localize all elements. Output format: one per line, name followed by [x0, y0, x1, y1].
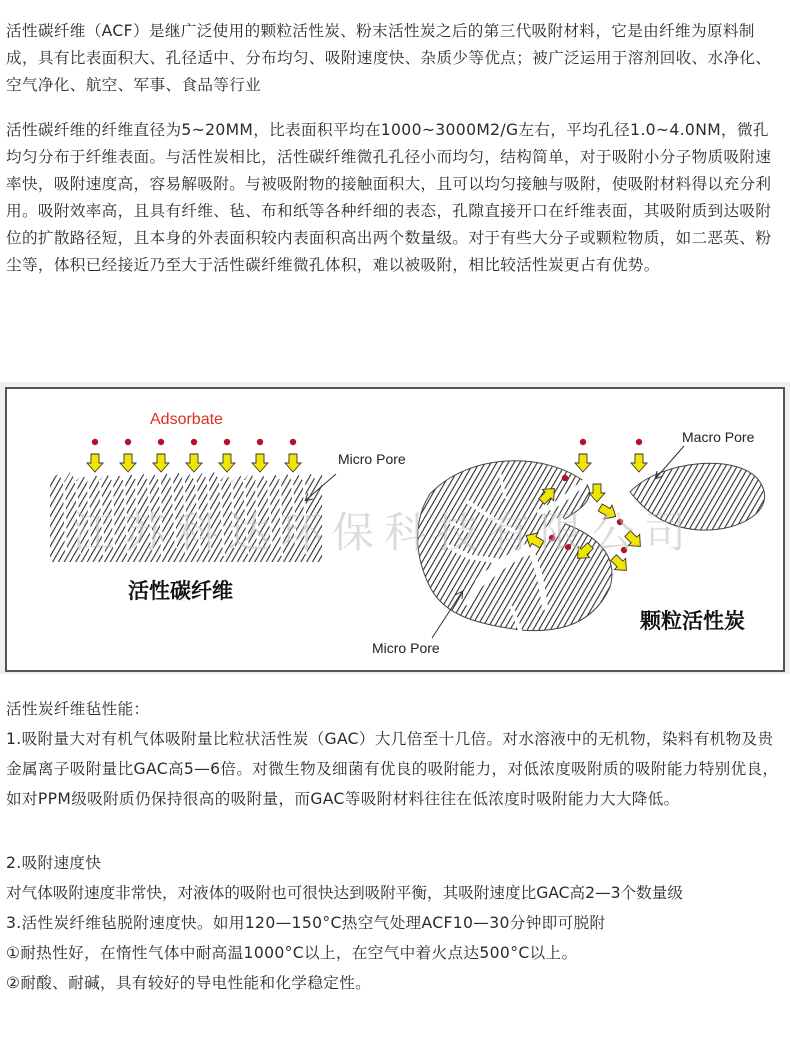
felt-item-2-body: 对气体吸附速度非常快，对液体的吸附也可很快达到吸附平衡，其吸附速度比GAC高2—3个数量级 — [6, 884, 683, 902]
felt-note-2: ②耐酸、耐碱，具有较好的导电性能和化学稳定性。 — [6, 974, 372, 992]
adsorbate-dot — [191, 439, 197, 445]
adsorption-diagram — [0, 382, 790, 674]
adsorbate-dot — [562, 475, 568, 481]
adsorbate-dot — [580, 439, 586, 445]
adsorbate-dot — [125, 439, 131, 445]
adsorbate-dot — [636, 439, 642, 445]
adsorbate-dot — [224, 439, 230, 445]
adsorption-figure — [0, 382, 790, 674]
felt-item-1: 1.吸附量大对有机气体吸附量比粒状活性炭（GAC）大几倍至十几倍。对水溶液中的无机物，染料有机物及贵金属离子吸附量比GAC高5—6倍。对微生物及细菌有优良的吸附能力，对低浓度吸附质的吸附能力特别优良，如对PPM级吸附质仍保持很高的吸附量，而GAC等吸附材料往往在低浓度时吸附能力大大降低。 — [6, 730, 779, 808]
micro-pore-label-bottom: Micro Pore — [372, 640, 440, 656]
adsorbate-dot — [257, 439, 263, 445]
adsorbate-label: Adsorbate — [150, 411, 223, 428]
felt-title-block — [6, 694, 784, 724]
macro-pore-label: Macro Pore — [682, 429, 755, 445]
intro-paragraph-2: 活性碳纤维的纤维直径为5~20MM，比表面积平均在1000~3000M2/G左右，平均孔径1.0~4.0NM，微孔均匀分布于纤维表面。与活性炭相比，活性碳纤维微孔孔径小而均匀，结构简单，对于吸附小分子物质吸附速率快，吸附速度高，容易解吸附。与被吸附物的接触面积大，且可以均匀接触与吸附，使吸附材料得以充分利用。吸附效率高，且具有纤维、毡、布和纸等各种纤细的表态，孔隙直接开口在纤维表面，其吸附质到达吸附位的扩散路径短，且本身的外表面积较内表面积高出两个数量级。对于有些大分子或颗粒物质，如二恶英、粉尘等，体积已经接近乃至大于活性碳纤维微孔体积，难以被吸附，相比较活性炭更占有优势。 — [6, 121, 772, 274]
felt-list-block — [6, 848, 784, 998]
adsorbate-dot — [158, 439, 164, 445]
watermark-text: 江苏科达环保科技有限公司 — [72, 508, 697, 557]
acf-caption: 活性碳纤维 — [128, 578, 233, 603]
felt-item-3: 3.活性炭纤维毡脱附速度快。如用120—150°C热空气处理ACF10—30分钟即可脱附 — [6, 914, 606, 932]
felt-note-1: ①耐热性好，在惰性气体中耐高温1000°C以上，在空气中着火点达500°C以上。 — [6, 944, 578, 962]
micro-pore-label-top: Micro Pore — [338, 451, 406, 467]
felt-item-2-title: 2.吸附速度快 — [6, 854, 102, 872]
adsorbate-dot — [290, 439, 296, 445]
adsorbate-dot — [92, 439, 98, 445]
intro-paragraph-1: 活性碳纤维（ACF）是继广泛使用的颗粒活性炭、粉末活性炭之后的第三代吸附材料，它是由纤维为原料制成，具有比表面积大、孔径适中、分布均匀、吸附速度快、杂质少等优点；被广泛运用于溶剂回收、水净化、空气净化、航空、军事、食品等行业 — [6, 22, 772, 94]
gac-caption: 颗粒活性炭 — [640, 608, 745, 633]
felt-section-title: 活性炭纤维毡性能： — [6, 700, 150, 718]
